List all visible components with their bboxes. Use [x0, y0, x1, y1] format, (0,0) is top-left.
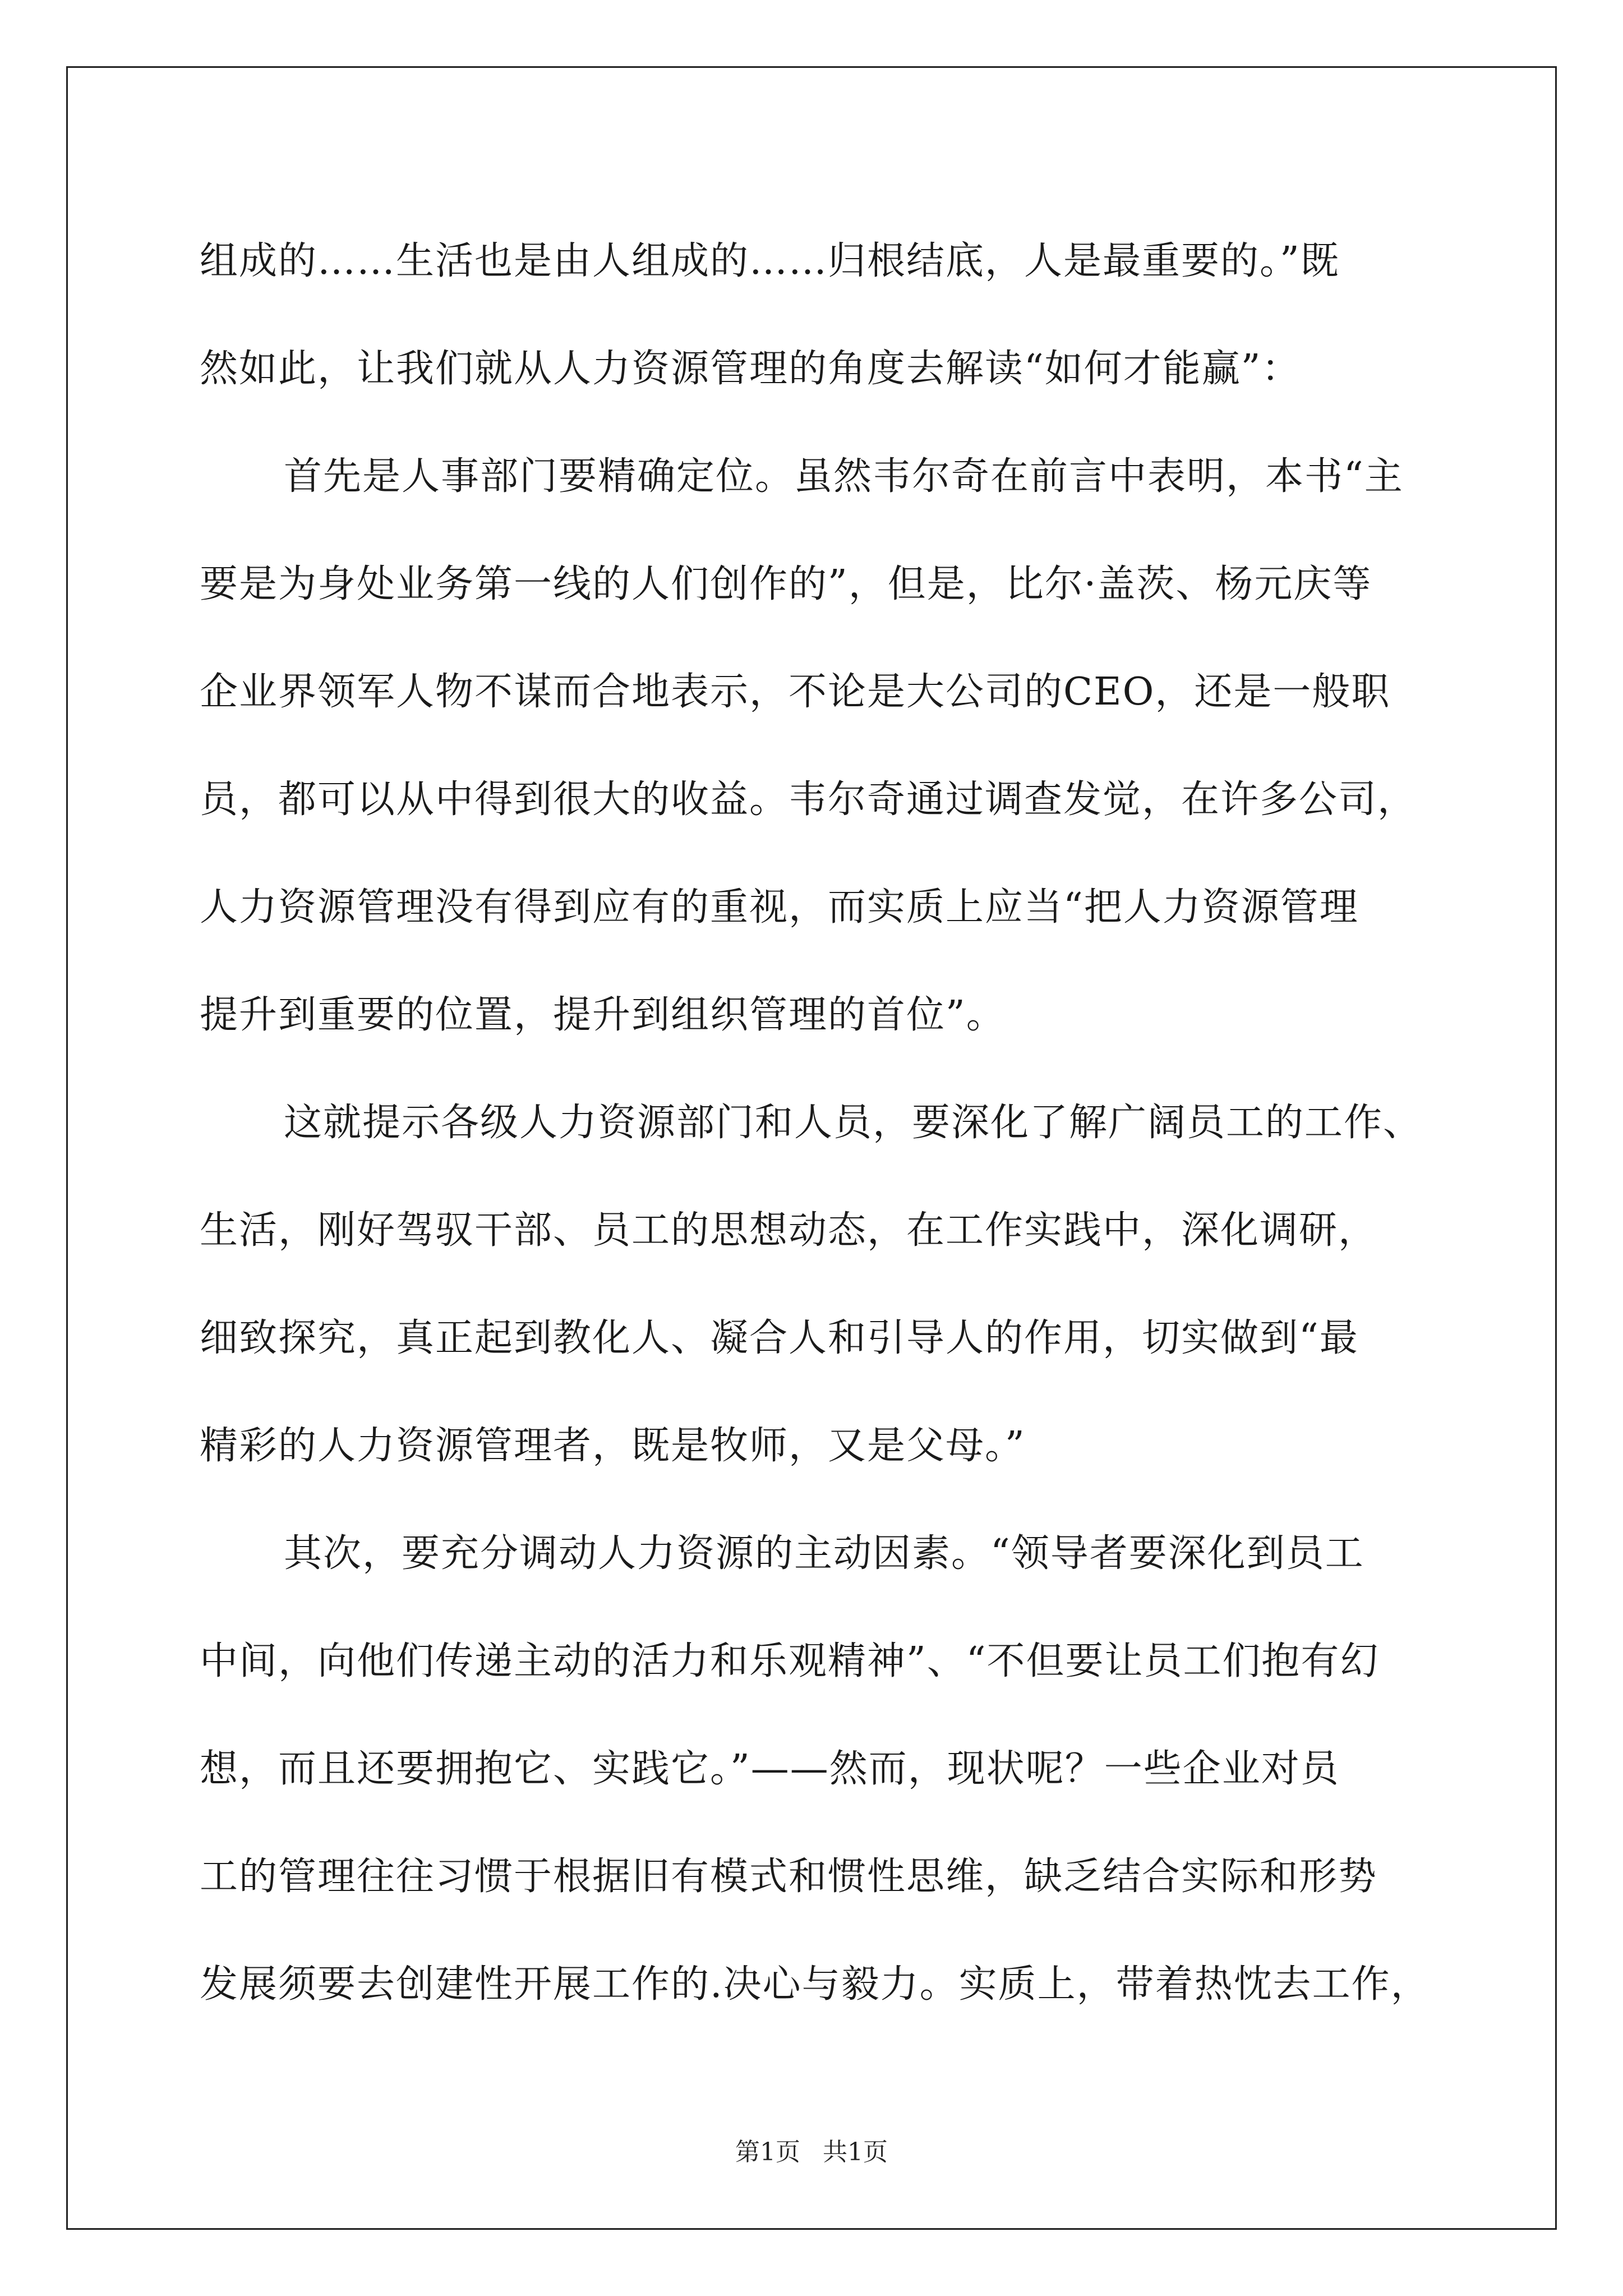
text-line: 组成的……生活也是由人组成的……归根结底，人是最重要的。”既	[200, 239, 1340, 283]
page-number-total: 共1页	[823, 2138, 888, 2166]
text-line: 精彩的人力资源管理者，既是牧师，又是父母。”	[200, 1424, 1026, 1468]
text-line: 人力资源管理没有得到应有的重视，而实质上应当“把人力资源管理	[200, 885, 1359, 930]
text-line: 中间，向他们传递主动的活力和乐观精神”、“不但要让员工们抱有幻	[200, 1639, 1380, 1683]
text-line: 要是为身处业务第一线的人们创作的”，但是，比尔·盖茨、杨元庆等	[200, 562, 1372, 606]
text-line: 工的管理往往习惯于根据旧有模式和惯性思维，缺乏结合实际和形势	[200, 1855, 1378, 1899]
text-line: 生活，刚好驾驭干部、员工的思想动态，在工作实践中，深化调研，	[200, 1208, 1378, 1253]
text-line: 企业界领军人物不谋而合地表示，不论是大公司的CEO，还是一般职	[200, 670, 1391, 714]
page-footer	[0, 2132, 1623, 2168]
paragraph-start-line: 其次，要充分调动人力资源的主动因素。“领导者要深化到员工	[284, 1531, 1364, 1576]
text-line: 细致探究，真正起到教化人、凝合人和引导人的作用，切实做到“最	[200, 1316, 1359, 1360]
paragraph-start-line: 这就提示各级人力资源部门和人员，要深化了解广阔员工的工作、	[284, 1101, 1423, 1145]
page-number-current: 第1页	[735, 2138, 800, 2166]
text-line: 想，而且还要拥抱它、实践它。”——然而，现状呢？一些企业对员	[200, 1747, 1340, 1791]
document-body	[200, 208, 1433, 2039]
text-line: 发展须要去创建性开展工作的.决心与毅力。实质上，带着热忱去工作，	[200, 1962, 1430, 2007]
paragraph-start-line: 首先是人事部门要精确定位。虽然韦尔奇在前言中表明，本书“主	[284, 454, 1404, 499]
text-line: 员，都可以从中得到很大的收益。韦尔奇通过调查发觉，在许多公司，	[200, 777, 1417, 822]
text-line: 然如此，让我们就从人力资源管理的角度去解读“如何才能赢”：	[200, 347, 1301, 391]
text-line: 提升到重要的位置，提升到组织管理的首位”。	[200, 993, 1006, 1037]
